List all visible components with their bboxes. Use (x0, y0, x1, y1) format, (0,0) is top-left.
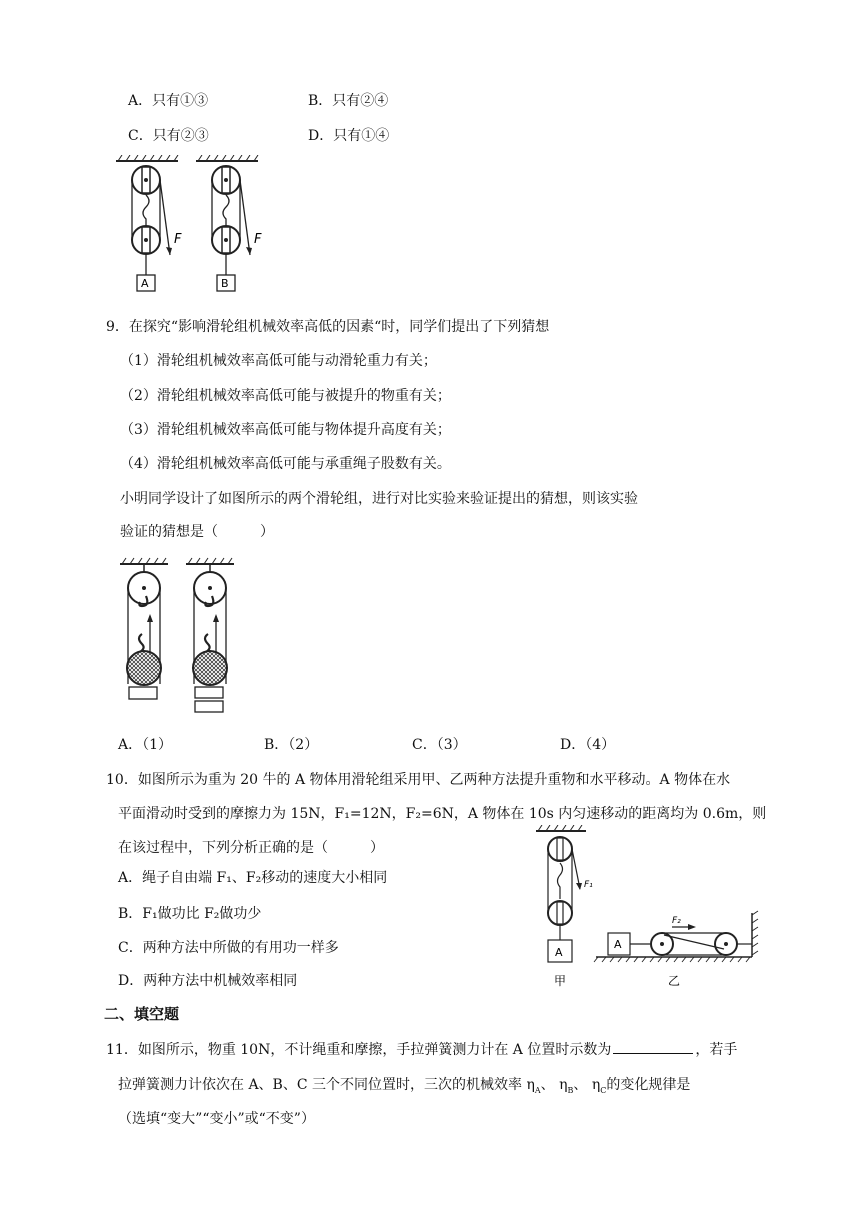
q11-sep-1: 、 η (540, 1077, 568, 1093)
q9-description: 小明同学设计了如图所示的两个滑轮组，进行对比实验来验证提出的猜想，则该实验 (120, 491, 638, 507)
q9-conjecture-3: （3）滑轮组机械效率高低可能与物体提升高度有关； (120, 422, 451, 438)
pulley-figure-q9 (112, 556, 242, 716)
q11-line-2-end: 的变化规律是 (606, 1077, 691, 1093)
section-title-fill-in: 二、填空题 (104, 1005, 180, 1023)
label-yi: 乙 (667, 974, 681, 988)
q9-conjecture-1: （1）滑轮组机械效率高低可能与动滑轮重力有关； (120, 353, 437, 369)
pulley-figure-q8 (108, 155, 278, 295)
force-label-f: F (174, 232, 182, 247)
q10-option-c: C．两种方法中所做的有用功一样多 (118, 940, 339, 956)
q10-line-1: 10．如图所示为重为 20 牛的 A 物体用滑轮组采用甲、乙两种方法提升重物和水平移动。A 物体在水 (106, 772, 731, 788)
box-a-label: A (141, 277, 149, 290)
q9-option-c: C．（3） (412, 737, 467, 753)
eta-sub-b: B (567, 1085, 574, 1095)
q11-line-2-text: 拉弹簧测力计依次在 A、B、C 三个不同位置时，三次的机械效率 η (118, 1077, 535, 1093)
q9-stem: 9．在探究“影响滑轮组机械效率高低的因素“时，同学们提出了下列猜想 (106, 319, 550, 335)
box-a-yi: A (614, 938, 622, 951)
pulley-figure-q10 (530, 825, 770, 990)
q10-option-d: D．两种方法中机械效率相同 (118, 973, 298, 989)
q9-option-a: A．（1） (118, 737, 173, 753)
label-jia: 甲 (553, 974, 567, 988)
pulley-setup-1 (120, 558, 168, 699)
box-b-label: B (221, 277, 229, 290)
force-label-f: F (254, 232, 262, 247)
q11-sep-2: 、 η (573, 1077, 601, 1093)
q9-conjecture-2: （2）滑轮组机械效率高低可能与被提升的物重有关； (120, 388, 451, 404)
answer-blank[interactable] (613, 1039, 693, 1054)
q10-line-2: 平面滑动时受到的摩擦力为 15N，F₁=12N，F₂=6N，A 物体在 10s 内匀速移动的距离均为 0.6m，则 (118, 806, 767, 822)
box-a-jia: A (555, 946, 563, 959)
q9-conjecture-4: （4）滑轮组机械效率高低可能与承重绳子股数有关。 (120, 456, 451, 472)
eta-sub-a: A (534, 1085, 541, 1095)
q11-line-1 (106, 1039, 737, 1059)
option-d: D．只有①④ (308, 128, 390, 144)
q11-line-2 (118, 1074, 690, 1095)
q11-line-1-tail: ，若手 (695, 1042, 738, 1058)
setup-jia (536, 825, 593, 988)
force-label-f1: F₁ (584, 880, 593, 890)
setup-yi (594, 911, 758, 988)
q10-line-3: 在该过程中，下列分析正确的是（ ） (118, 840, 384, 856)
q9-question: 验证的猜想是（ ） (120, 524, 274, 540)
pulley-setup-2 (186, 558, 234, 712)
q11-line-3: （选填“变大”“变小”或“不变”） (118, 1111, 315, 1127)
option-b: B．只有②④ (308, 93, 389, 109)
q10-option-b: B．F₁做功比 F₂做功少 (118, 906, 262, 922)
option-c: C．只有②③ (128, 128, 209, 144)
force-label-f2: F₂ (672, 916, 681, 926)
q9-option-b: B．（2） (264, 737, 319, 753)
pulley-system-b (196, 155, 262, 291)
q9-option-d: D．（4） (560, 737, 616, 753)
q10-option-a: A．绳子自由端 F₁、F₂移动的速度大小相同 (118, 870, 388, 886)
option-a: A．只有①③ (128, 93, 209, 109)
q11-line-1-text: 11．如图所示，物重 10N，不计绳重和摩擦，手拉弹簧测力计在 A 位置时示数为 (106, 1042, 612, 1058)
eta-sub-c: C (600, 1085, 607, 1095)
pulley-system-a (116, 155, 182, 291)
